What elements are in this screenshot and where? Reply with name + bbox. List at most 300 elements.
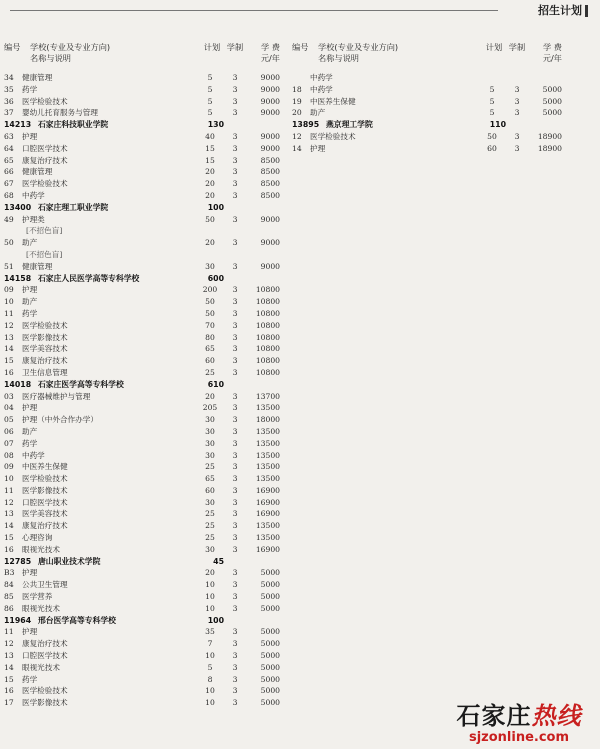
code-cell: 67 xyxy=(4,179,14,189)
header-duration: 学制 xyxy=(226,42,244,52)
fee-cell: 5000 xyxy=(260,686,280,696)
fee-cell: 10800 xyxy=(255,320,280,330)
fee-cell: 9000 xyxy=(260,238,280,248)
major-row xyxy=(4,308,280,320)
name-cell: 口腔医学技术 xyxy=(22,497,68,507)
name-cell: 中医养生保健 xyxy=(310,96,356,106)
fee-cell xyxy=(528,119,562,131)
code-cell: 10 xyxy=(4,474,14,484)
fee-cell: 8500 xyxy=(260,167,280,177)
major-row xyxy=(4,497,280,509)
header-school-line2: 名称与说明 xyxy=(30,53,71,63)
fee-cell: 10800 xyxy=(255,308,280,318)
page-header xyxy=(0,0,600,22)
plan-cell xyxy=(478,72,506,84)
plan-cell: 15 xyxy=(205,143,215,153)
name-cell: 公共卫生管理 xyxy=(22,580,68,590)
name-cell: 助产 xyxy=(22,297,38,307)
duration-cell: 3 xyxy=(232,391,238,401)
section-banner xyxy=(530,0,600,22)
name-cell: 石家庄科技职业学院 xyxy=(38,120,109,130)
duration-cell: 3 xyxy=(232,285,238,295)
duration-cell: 3 xyxy=(232,167,238,177)
duration-cell: 3 xyxy=(232,403,238,413)
major-row xyxy=(4,367,280,379)
major-row xyxy=(4,96,280,108)
name-cell: [不招色盲] xyxy=(26,249,63,259)
major-row xyxy=(4,355,280,367)
name-cell: 护理 xyxy=(22,285,38,295)
header-code: 编号 xyxy=(4,42,21,52)
plan-cell: 5 xyxy=(207,84,213,94)
code-cell: 09 xyxy=(4,462,14,472)
code-cell: 17 xyxy=(4,698,14,708)
name-cell: 护理 xyxy=(22,403,38,413)
name-cell: 护理 xyxy=(310,143,326,153)
duration-cell xyxy=(506,119,528,131)
plan-cell: 80 xyxy=(205,332,215,342)
plan-cell: 20 xyxy=(205,167,215,177)
duration-cell xyxy=(224,249,246,261)
duration-cell: 3 xyxy=(232,627,238,637)
major-row xyxy=(4,626,280,638)
header-plan: 计划 xyxy=(485,42,503,52)
plan-cell: 200 xyxy=(202,285,218,295)
plan-cell xyxy=(196,249,224,261)
duration-cell: 3 xyxy=(232,568,238,578)
plan-cell: 50 xyxy=(205,297,215,307)
duration-cell: 3 xyxy=(232,592,238,602)
plan-cell: 7 xyxy=(207,639,213,649)
duration-cell: 3 xyxy=(232,698,238,708)
fee-cell: 13500 xyxy=(255,438,280,448)
plan-cell: 40 xyxy=(205,131,215,141)
plan-cell: 5 xyxy=(489,84,495,94)
banner-title: 招生计划 xyxy=(538,4,582,17)
name-cell: 邢台医学高等专科学校 xyxy=(38,615,116,625)
duration-cell xyxy=(224,119,246,131)
duration-cell: 3 xyxy=(232,320,238,330)
major-row xyxy=(4,107,280,119)
major-row xyxy=(4,544,280,556)
left-enrollment-list xyxy=(4,72,280,709)
name-cell: 医疗器械维护与管理 xyxy=(22,391,91,401)
duration-cell: 3 xyxy=(232,497,238,507)
fee-cell: 5000 xyxy=(260,592,280,602)
fee-cell: 8500 xyxy=(260,179,280,189)
fee-cell: 8500 xyxy=(260,190,280,200)
plan-cell: 10 xyxy=(205,686,215,696)
fee-cell: 5000 xyxy=(542,108,562,118)
plan-cell: 30 xyxy=(205,261,215,271)
fee-cell: 13700 xyxy=(255,391,280,401)
fee-cell: 9000 xyxy=(260,96,280,106)
fee-cell: 5000 xyxy=(260,651,280,661)
fee-cell xyxy=(246,556,280,568)
name-cell: 药学 xyxy=(22,438,38,448)
header-school xyxy=(318,42,482,64)
code-cell: 36 xyxy=(4,96,14,106)
code-cell: 14018 xyxy=(4,379,32,389)
duration-cell: 3 xyxy=(232,521,238,531)
fee-cell: 5000 xyxy=(260,639,280,649)
fee-cell: 5000 xyxy=(260,568,280,578)
code-cell: 15 xyxy=(4,674,14,684)
fee-cell: 9000 xyxy=(260,131,280,141)
duration-cell: 3 xyxy=(232,131,238,141)
major-row xyxy=(4,508,280,520)
code-cell: 09 xyxy=(4,285,14,295)
duration-cell: 3 xyxy=(514,131,520,141)
major-row xyxy=(4,72,280,84)
duration-cell: 3 xyxy=(232,96,238,106)
name-cell: 康复治疗技术 xyxy=(22,155,68,165)
duration-cell: 3 xyxy=(232,674,238,684)
fee-cell: 10800 xyxy=(255,356,280,366)
name-cell: 助产 xyxy=(22,426,38,436)
major-row xyxy=(4,638,280,650)
header-fee-line1: 学 费 xyxy=(261,42,280,52)
school-row xyxy=(4,119,280,131)
fee-cell: 16900 xyxy=(255,485,280,495)
fee-cell: 16900 xyxy=(255,497,280,507)
duration-cell: 3 xyxy=(232,297,238,307)
fee-cell: 10800 xyxy=(255,285,280,295)
major-row xyxy=(4,131,280,143)
name-cell: 石家庄人民医学高等专科学校 xyxy=(38,273,140,283)
duration-cell xyxy=(224,273,246,285)
code-cell: 84 xyxy=(4,580,14,590)
plan-cell: 25 xyxy=(205,367,215,377)
header-school-line1: 学校(专业及专业方向) xyxy=(318,42,399,52)
fee-cell: 9000 xyxy=(260,214,280,224)
code-cell: 12 xyxy=(4,497,14,507)
name-cell: 医学美容技术 xyxy=(22,509,68,519)
header-fee-line1: 学 费 xyxy=(543,42,562,52)
fee-cell: 16900 xyxy=(255,544,280,554)
fee-cell xyxy=(246,202,280,214)
name-cell: 助产 xyxy=(22,238,38,248)
code-cell: 16 xyxy=(4,686,14,696)
watermark-text-black: 石家庄 xyxy=(456,702,532,730)
duration-cell: 3 xyxy=(514,143,520,153)
name-cell: 健康管理 xyxy=(22,167,53,177)
name-cell: 健康管理 xyxy=(22,73,53,82)
code-cell: 13 xyxy=(4,651,14,661)
major-row xyxy=(4,166,280,178)
major-row xyxy=(4,426,280,438)
major-row xyxy=(292,143,562,155)
duration-cell: 3 xyxy=(232,662,238,672)
fee-cell: 9000 xyxy=(260,73,280,82)
major-row xyxy=(4,461,280,473)
duration-cell: 3 xyxy=(232,450,238,460)
major-row xyxy=(292,96,562,108)
code-cell: 35 xyxy=(4,84,14,94)
duration-cell: 3 xyxy=(232,544,238,554)
code-cell: 12 xyxy=(4,639,14,649)
major-row xyxy=(4,532,280,544)
school-row xyxy=(4,556,280,568)
code-cell: 06 xyxy=(4,426,14,436)
column-header xyxy=(4,42,280,72)
fee-cell: 18000 xyxy=(255,415,280,425)
plan-cell: 60 xyxy=(205,356,215,366)
name-cell: 中药学 xyxy=(22,190,45,200)
fee-cell: 5000 xyxy=(542,84,562,94)
plan-cell: 60 xyxy=(205,485,215,495)
fee-cell: 13500 xyxy=(255,450,280,460)
duration-cell: 3 xyxy=(232,509,238,519)
major-row xyxy=(4,697,280,709)
fee-cell: 13500 xyxy=(255,426,280,436)
plan-cell: 110 xyxy=(489,120,506,130)
fee-cell: 9000 xyxy=(260,108,280,118)
header-fee-line2: 元/年 xyxy=(542,53,562,63)
fee-cell xyxy=(246,615,280,627)
major-row xyxy=(4,603,280,615)
watermark-logo xyxy=(444,702,594,730)
duration-cell: 3 xyxy=(232,415,238,425)
fee-cell: 10800 xyxy=(255,367,280,377)
major-row xyxy=(4,214,280,226)
name-cell: 中药学 xyxy=(310,84,333,94)
school-row xyxy=(4,273,280,285)
code-cell: 14 xyxy=(4,521,14,531)
duration-cell: 3 xyxy=(232,143,238,153)
duration-cell: 3 xyxy=(232,485,238,495)
header-school xyxy=(30,42,200,64)
fee-cell: 5000 xyxy=(260,627,280,637)
fee-cell: 5000 xyxy=(260,603,280,613)
code-cell: 03 xyxy=(4,391,14,401)
code-cell: 51 xyxy=(4,261,14,271)
duration-cell: 3 xyxy=(514,84,520,94)
right-column xyxy=(292,42,562,155)
name-cell: 护理 xyxy=(22,568,38,578)
site-watermark xyxy=(444,702,594,745)
code-cell: 86 xyxy=(4,603,14,613)
major-row xyxy=(4,414,280,426)
plan-cell: 35 xyxy=(205,627,215,637)
code-cell: 14 xyxy=(4,344,14,354)
name-cell: 眼视光技术 xyxy=(22,603,60,613)
fee-cell: 5000 xyxy=(260,674,280,684)
plan-cell: 8 xyxy=(207,674,213,684)
name-cell: 中药学 xyxy=(22,450,45,460)
plan-cell: 25 xyxy=(205,509,215,519)
code-cell: 15 xyxy=(4,533,14,543)
name-cell: 健康管理 xyxy=(22,261,53,271)
duration-cell xyxy=(506,72,528,84)
name-cell: 医学检验技术 xyxy=(22,686,68,696)
fee-cell: 9000 xyxy=(260,143,280,153)
header-school-line1: 学校(专业及专业方向) xyxy=(30,42,111,52)
fee-cell: 18900 xyxy=(537,131,562,141)
school-row xyxy=(4,379,280,391)
major-row xyxy=(4,155,280,167)
name-cell: 医学影像技术 xyxy=(22,698,68,708)
code-cell: 66 xyxy=(4,167,14,177)
code-cell: 11 xyxy=(4,627,14,637)
code-cell: 11 xyxy=(4,485,14,495)
duration-cell: 3 xyxy=(232,651,238,661)
duration-cell: 3 xyxy=(514,108,520,118)
duration-cell: 3 xyxy=(232,238,238,248)
fee-cell: 5000 xyxy=(260,580,280,590)
plan-cell: 30 xyxy=(205,426,215,436)
duration-cell: 3 xyxy=(232,332,238,342)
header-rule xyxy=(10,10,498,11)
code-cell xyxy=(4,249,22,261)
plan-cell: 20 xyxy=(205,179,215,189)
major-row xyxy=(292,131,562,143)
plan-cell: 25 xyxy=(205,462,215,472)
code-cell: 19 xyxy=(292,96,302,106)
watermark-url: sjzonline.com xyxy=(468,730,570,745)
major-row xyxy=(4,473,280,485)
banner-bar xyxy=(585,5,588,17)
code-cell: 63 xyxy=(4,131,14,141)
duration-cell: 3 xyxy=(232,308,238,318)
major-row xyxy=(4,343,280,355)
name-cell: 药学 xyxy=(22,84,38,94)
major-row xyxy=(4,391,280,403)
school-row xyxy=(292,119,562,131)
duration-cell: 3 xyxy=(232,179,238,189)
name-cell: 医学影像技术 xyxy=(22,332,68,342)
fee-cell: 18900 xyxy=(537,143,562,153)
major-row xyxy=(4,402,280,414)
header-school-line2: 名称与说明 xyxy=(318,53,359,63)
name-cell: 婴幼儿托育服务与管理 xyxy=(22,108,98,118)
code-cell: 64 xyxy=(4,143,14,153)
fee-cell: 10800 xyxy=(255,344,280,354)
fee-cell: 5000 xyxy=(260,662,280,672)
fee-cell xyxy=(246,273,280,285)
major-row xyxy=(4,261,280,273)
duration-cell: 3 xyxy=(514,96,520,106)
code-cell: 14 xyxy=(4,662,14,672)
code-cell: B3 xyxy=(4,568,15,578)
name-cell: 医学美容技术 xyxy=(22,344,68,354)
name-cell: 燕京理工学院 xyxy=(326,120,373,130)
name-cell: 唐山职业技术学院 xyxy=(38,556,101,566)
plan-cell: 130 xyxy=(207,120,224,130)
major-row xyxy=(4,685,280,697)
name-cell: 中药学 xyxy=(310,73,333,82)
major-row xyxy=(4,567,280,579)
note-row xyxy=(4,225,280,237)
code-cell: 68 xyxy=(4,190,14,200)
plan-cell: 600 xyxy=(207,273,224,283)
fee-cell: 13500 xyxy=(255,533,280,543)
duration-cell: 3 xyxy=(232,580,238,590)
fee-cell: 5000 xyxy=(260,698,280,708)
name-cell: [不招色盲] xyxy=(26,226,63,236)
code-cell: 11964 xyxy=(4,615,32,625)
left-column xyxy=(4,42,280,709)
duration-cell: 3 xyxy=(232,367,238,377)
major-row xyxy=(4,178,280,190)
code-cell: 13400 xyxy=(4,202,32,212)
plan-cell: 10 xyxy=(205,698,215,708)
duration-cell: 3 xyxy=(232,356,238,366)
fee-cell: 13500 xyxy=(255,462,280,472)
plan-cell: 20 xyxy=(205,190,215,200)
fee-cell xyxy=(528,72,562,84)
duration-cell: 3 xyxy=(232,438,238,448)
header-fee xyxy=(246,42,280,64)
header-code: 编号 xyxy=(292,42,309,52)
fee-cell xyxy=(246,119,280,131)
major-row xyxy=(4,520,280,532)
note-row xyxy=(4,249,280,261)
major-row xyxy=(4,674,280,686)
major-row xyxy=(4,143,280,155)
school-row xyxy=(4,615,280,627)
code-cell: 34 xyxy=(4,73,14,82)
code-cell: 12 xyxy=(292,131,302,141)
fee-cell: 5000 xyxy=(542,96,562,106)
duration-cell: 3 xyxy=(232,533,238,543)
header-fee-line2: 元/年 xyxy=(260,53,280,63)
code-cell: 07 xyxy=(4,438,14,448)
plan-cell: 10 xyxy=(205,603,215,613)
name-cell: 医学检验技术 xyxy=(22,179,68,189)
fee-cell: 16900 xyxy=(255,509,280,519)
duration-cell: 3 xyxy=(232,344,238,354)
plan-cell: 30 xyxy=(205,438,215,448)
duration-cell: 3 xyxy=(232,426,238,436)
name-cell: 药学 xyxy=(22,308,38,318)
code-cell: 20 xyxy=(292,108,302,118)
major-row xyxy=(4,438,280,450)
major-row xyxy=(292,107,562,119)
code-cell xyxy=(4,225,22,237)
fee-cell: 9000 xyxy=(260,261,280,271)
name-cell: 护理 xyxy=(22,627,38,637)
duration-cell xyxy=(224,379,246,391)
duration-cell: 3 xyxy=(232,474,238,484)
code-cell: 14 xyxy=(292,143,302,153)
plan-cell: 10 xyxy=(205,592,215,602)
name-cell: 医学影像技术 xyxy=(22,485,68,495)
fee-cell xyxy=(246,379,280,391)
fee-cell: 10800 xyxy=(255,332,280,342)
major-row xyxy=(4,320,280,332)
code-cell: 14213 xyxy=(4,120,32,130)
name-cell: 康复治疗技术 xyxy=(22,521,68,531)
code-cell: 05 xyxy=(4,415,14,425)
code-cell: 10 xyxy=(4,297,14,307)
major-row xyxy=(4,237,280,249)
name-cell: 眼视光技术 xyxy=(22,544,60,554)
code-cell: 16 xyxy=(4,544,14,554)
plan-cell: 20 xyxy=(205,568,215,578)
major-row xyxy=(4,485,280,497)
header-duration: 学制 xyxy=(508,42,526,52)
name-cell: 卫生信息管理 xyxy=(22,367,68,377)
plan-cell: 205 xyxy=(202,403,218,413)
plan-cell: 610 xyxy=(207,379,224,389)
code-cell xyxy=(292,72,310,84)
name-cell: 口腔医学技术 xyxy=(22,651,68,661)
plan-cell: 50 xyxy=(205,308,215,318)
code-cell: 13895 xyxy=(292,120,320,130)
fee-cell: 13500 xyxy=(255,474,280,484)
right-enrollment-list xyxy=(292,72,562,155)
